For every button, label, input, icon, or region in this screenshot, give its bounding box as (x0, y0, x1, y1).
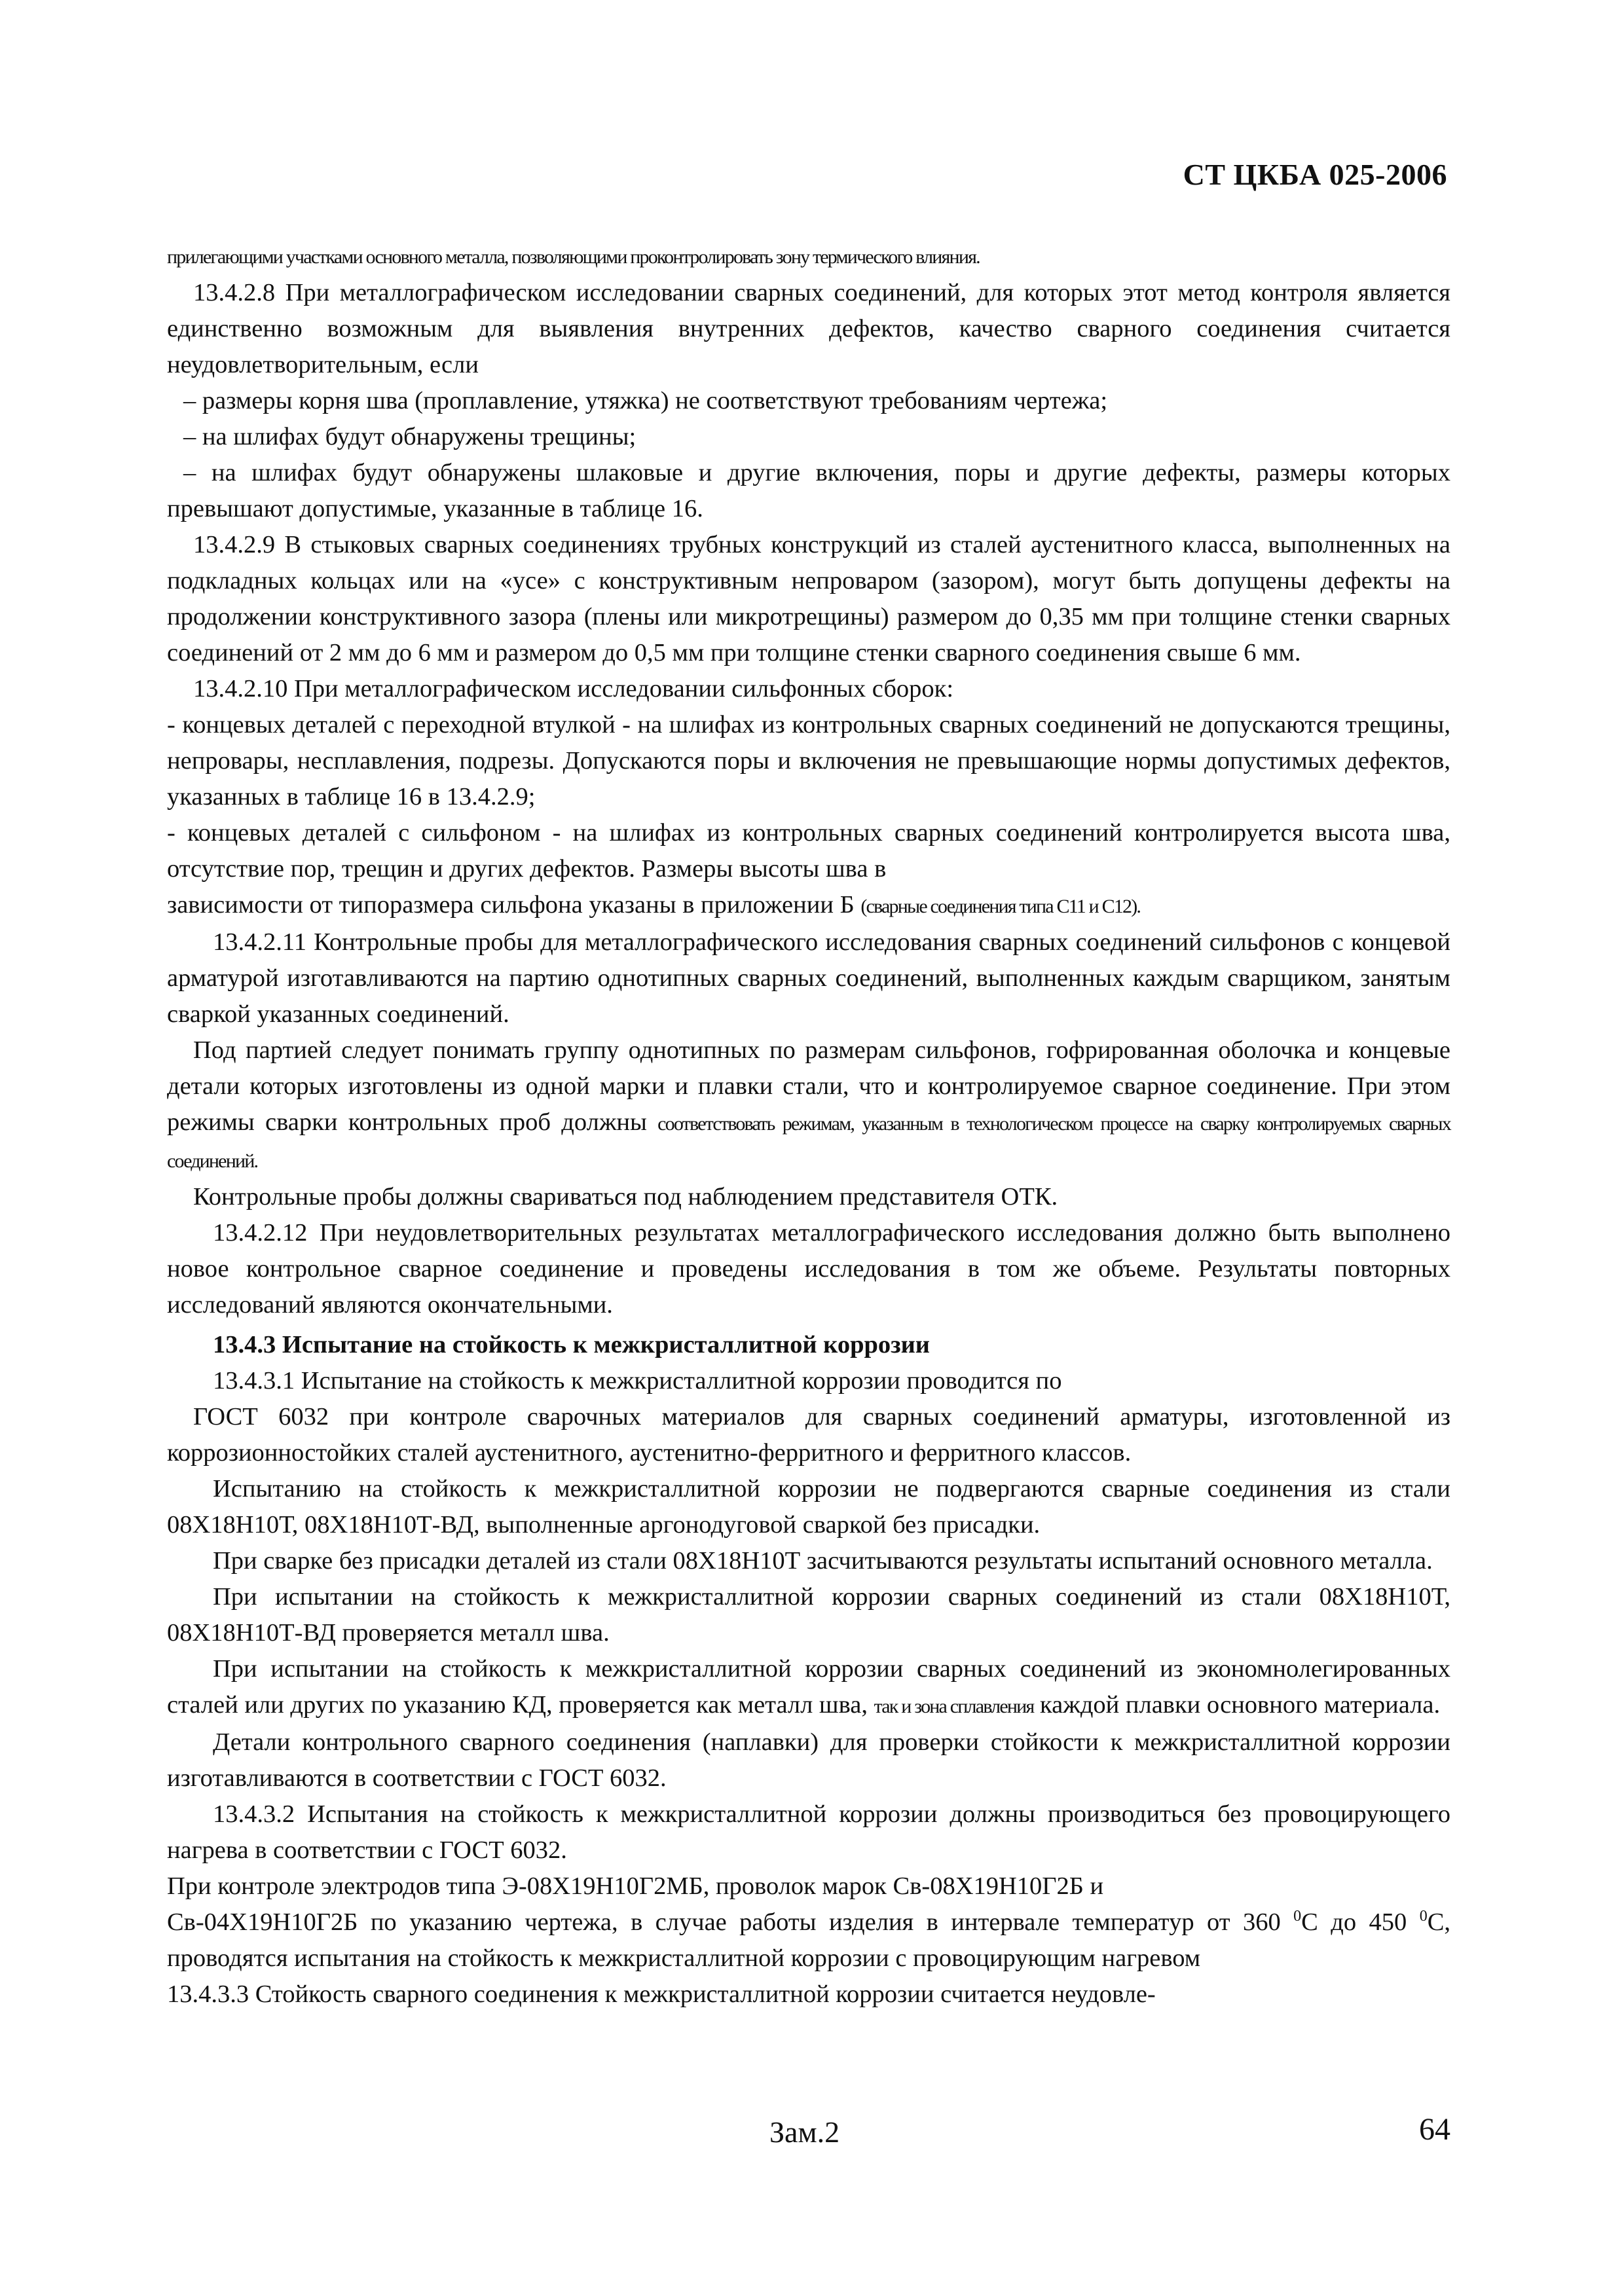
text-run: соответствовать режимам, указанным в технологическом процессе на сварку контролируемых сварных соединений. (167, 1113, 1450, 1172)
list-item: - концевых деталей с переходной втулкой - на шлифах из контрольных сварных соединений не допускаются трещины, непровары, несплавления, подрезы. Допускаются поры и включения не превышающие нормы допустимых дефектов, указанных в таблице 16 в 13.4.2.9; (167, 711, 1450, 811)
page-number: 64 (1419, 2112, 1450, 2147)
paragraph: Контрольные пробы должны свариваться под наблюдением представителя ОТК. (193, 1183, 1058, 1211)
text-run: При испытании на стойкость к межкристаллитной коррозии сварных соединений из экономнолегированных сталей или других по указанию КД, проверяется как металл шва, (167, 1655, 1450, 1719)
document-code: СТ ЦКБА 025-2006 (1183, 158, 1447, 191)
degree-superscript: 0 (1293, 1908, 1302, 1925)
paragraph-13-4-2-8: 13.4.2.8 При металлографическом исследовании сварных соединений, для которых этот метод контроля является единственно возможным для выявления внутренних дефектов, качество сварного соединения считается неудовлетворительным, если (167, 279, 1450, 378)
text-run: так и зона сплавления (874, 1696, 1034, 1717)
text-run: зависимости от типоразмера сильфона указаны в приложении Б (167, 891, 861, 919)
paragraph-13-4-2-12: 13.4.2.12 При неудовлетворительных результатах металлографического исследования должно быть выполнено новое контрольное сварное соединение и проведены исследования в том же объеме. Результаты повторных исследований являются окончательными. (167, 1219, 1450, 1319)
list-item: – размеры корня шва (проплавление, утяжка) не соответствуют требованиям чертежа; (183, 387, 1108, 414)
text-run: Св-04Х19Н10Г2Б по указанию чертежа, в случае работы изделия в интервале температур от 360 (167, 1908, 1294, 1936)
paragraph: Испытанию на стойкость к межкристаллитной коррозии не подвергаются сварные соединения из стали 08Х18Н10Т, 08Х18Н10Т-ВД, выполненные аргонодуговой сваркой без присадки. (167, 1475, 1450, 1539)
revision-label: Зам.2 (769, 2115, 840, 2149)
list-item: – на шлифах будут обнаружены шлаковые и другие включения, поры и другие дефекты, размеры которых превышают допустимые, указанные в таблице 16. (167, 459, 1450, 522)
paragraph: При испытании на стойкость к межкристаллитной коррозии сварных соединений из стали 08Х18Н10Т, 08Х18Н10Т-ВД проверяется металл шва. (167, 1583, 1450, 1647)
text-run: каждой плавки основного материала. (1040, 1691, 1441, 1719)
text-run: до 450 (1331, 1908, 1420, 1936)
paragraph (167, 1868, 1450, 1977)
paragraph (167, 887, 1450, 924)
paragraph (167, 1032, 1450, 1179)
text-run: При контроле электродов типа Э-08Х19Н10Г2МБ, проволок марок Св-08Х19Н10Г2Б и (167, 1872, 1104, 1900)
text-run: С (1301, 1908, 1318, 1936)
paragraph: Детали контрольного сварного соединения (наплавки) для проверки стойкости к межкристаллитной коррозии изготавливаются в соответствии с ГОСТ 6032. (167, 1728, 1450, 1792)
degree-superscript: 0 (1419, 1908, 1428, 1925)
paragraph: прилегающими участками основного металла, позволяющими проконтролировать зону термического влияния. (167, 246, 980, 268)
paragraph-13-4-2-9: 13.4.2.9 В стыковых сварных соединениях трубных конструкций из сталей аустенитного класса, выполненных на подкладных кольцах или на «усе» с конструктивным непроваром (зазором), могут быть допущены дефекты на продолжении конструктивного зазора (плены или микротрещины) размером до 0,35 мм при толщине стенки сварных соединений от 2 мм до 6 мм и размером до 0,5 мм при толщине стенки сварного соединения свыше 6 мм. (167, 531, 1450, 666)
text-run: С, проводятся испытания на стойкость к межкристаллитной коррозии с провоцирующим нагревом (167, 1908, 1450, 1972)
paragraph: ГОСТ 6032 при контроле сварочных материалов для сварных соединений арматуры, изготовленной из коррозионностойких сталей аустенитного, аустенитно-ферритного и ферритного классов. (167, 1403, 1450, 1467)
text-run: Под партией следует понимать группу однотипных по размерам сильфонов, гофрированная оболочка и концевые детали которых изготовлены из одной марки и плавки стали, что и контролируемое сварное соединение. При этом режимы сварки контрольных проб должны (167, 1036, 1450, 1136)
paragraph-13-4-2-11: 13.4.2.11 Контрольные пробы для металлографического исследования сварных соединений сильфонов с концевой арматурой изготавливаются на партию однотипных сварных соединений, выполненных каждым сварщиком, занятым сваркой указанных соединений. (167, 928, 1450, 1028)
paragraph: При сварке без присадки деталей из стали 08Х18Н10Т засчитываются результаты испытаний основного металла. (213, 1547, 1433, 1575)
paragraph-13-4-3-3: 13.4.3.3 Стойкость сварного соединения к межкристаллитной коррозии считается неудовле- (167, 1980, 1156, 2008)
paragraph-13-4-3-1: 13.4.3.1 Испытание на стойкость к межкристаллитной коррозии проводится по (213, 1367, 1062, 1394)
paragraph (167, 1651, 1450, 1724)
list-item: - концевых деталей с сильфоном - на шлифах из контрольных сварных соединений контролируется высота шва, отсутствие пор, трещин и других дефектов. Размеры высоты шва в (167, 819, 1450, 883)
paragraph-13-4-2-10: 13.4.2.10 При металлографическом исследовании сильфонных сборок: (193, 675, 954, 702)
list-item: – на шлифах будут обнаружены трещины; (183, 423, 637, 450)
paragraph-13-4-3-2: 13.4.3.2 Испытания на стойкость к межкристаллитной коррозии должны производиться без провоцирующего нагрева в соответствии с ГОСТ 6032. (167, 1800, 1450, 1864)
body-text (167, 239, 1450, 2013)
section-heading-13-4-3: 13.4.3 Испытание на стойкость к межкристаллитной коррозии (213, 1331, 930, 1358)
text-run: (сварные соединения типа С11 и С12). (860, 896, 1141, 917)
